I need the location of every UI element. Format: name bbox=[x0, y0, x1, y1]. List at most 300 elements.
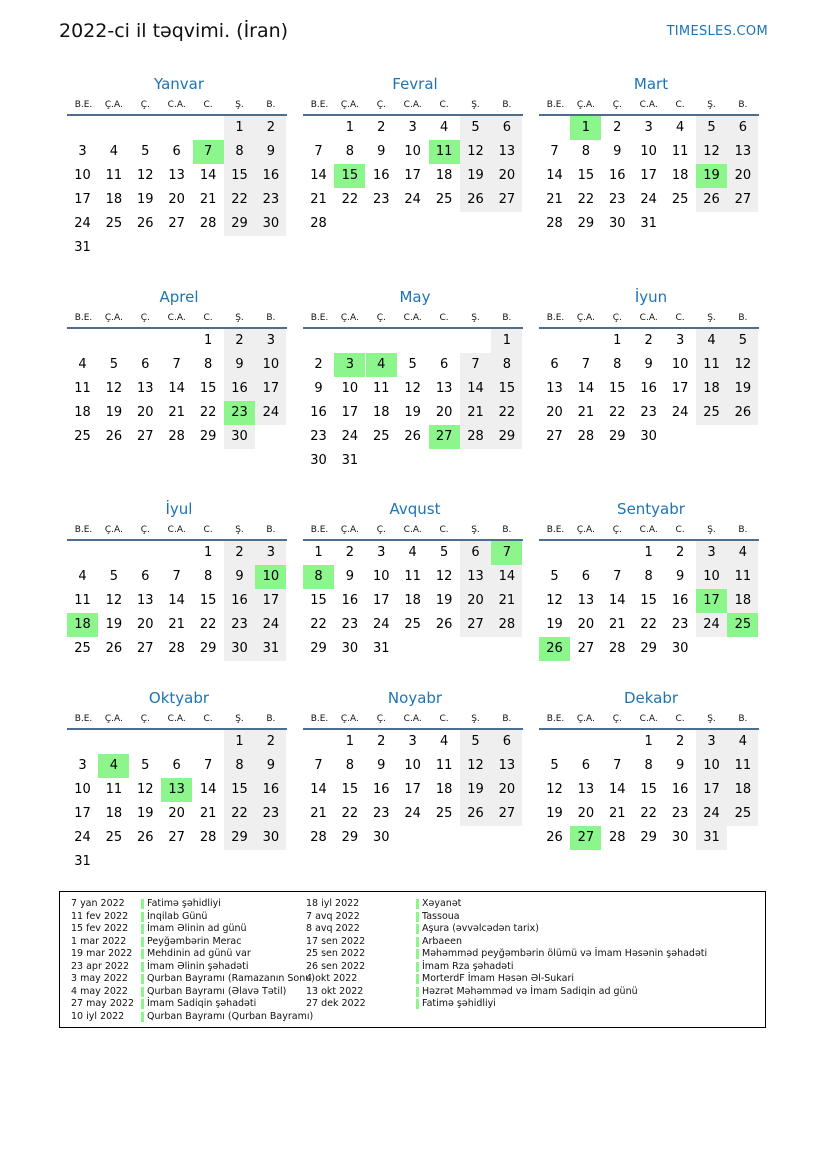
weekday-label: B. bbox=[266, 313, 276, 323]
day-cell: 10 bbox=[404, 758, 421, 773]
legend-holiday-name: Tassoua bbox=[416, 911, 460, 924]
weekday-label: Ç.A. bbox=[104, 313, 123, 323]
weekday-label: Ş. bbox=[471, 100, 480, 110]
holiday-day-cell: 4 bbox=[366, 353, 397, 377]
holiday-day-cell: 19 bbox=[696, 164, 727, 188]
weekday-header bbox=[539, 522, 763, 538]
day-cell: 29 bbox=[341, 830, 359, 845]
day-cell: 9 bbox=[675, 758, 685, 773]
day-cell: 13 bbox=[491, 754, 522, 778]
weekday-label: B.E. bbox=[310, 714, 329, 724]
day-cell: 25 bbox=[727, 802, 758, 826]
month-name: Noyabr bbox=[387, 689, 443, 707]
weekday-header bbox=[67, 522, 291, 538]
holiday-day-cell: 8 bbox=[303, 565, 334, 589]
weekday-label: C.A. bbox=[167, 525, 186, 535]
weekday-label: Ç.A. bbox=[576, 714, 595, 724]
holiday-day-cell: 26 bbox=[539, 637, 570, 661]
day-cell: 28 bbox=[310, 830, 327, 845]
day-cell: 8 bbox=[224, 754, 255, 778]
day-cell: 21 bbox=[609, 617, 626, 632]
day-cell: 13 bbox=[460, 565, 491, 589]
day-cell: 2 bbox=[377, 120, 386, 135]
day-cell: 3 bbox=[675, 333, 685, 348]
day-cell: 18 bbox=[696, 377, 727, 401]
weekday-label: Ç.A. bbox=[576, 525, 595, 535]
weekday-label: Ç.A. bbox=[340, 313, 359, 323]
day-cell: 22 bbox=[640, 617, 657, 632]
day-cell: 13 bbox=[546, 381, 563, 396]
day-cell: 15 bbox=[609, 381, 626, 396]
day-cell: 9 bbox=[255, 754, 286, 778]
day-cell: 22 bbox=[310, 617, 327, 632]
day-cell: 22 bbox=[640, 806, 657, 821]
day-cell: 9 bbox=[377, 144, 386, 159]
day-cell: 7 bbox=[203, 758, 213, 773]
day-cell: 28 bbox=[577, 429, 595, 444]
legend-date: 7 avq 2022 bbox=[306, 910, 360, 922]
day-cell: 15 bbox=[491, 377, 522, 401]
weekday-label: C.A. bbox=[639, 525, 658, 535]
day-cell: 8 bbox=[203, 569, 213, 584]
day-cell: 13 bbox=[577, 593, 595, 608]
weekday-label: Ç. bbox=[612, 100, 622, 110]
day-cell: 9 bbox=[644, 357, 653, 372]
day-cell: 23 bbox=[255, 802, 286, 826]
weekday-label: C. bbox=[203, 100, 213, 110]
day-cell: 8 bbox=[203, 357, 213, 372]
month-name: İyul bbox=[165, 500, 193, 518]
day-cell: 24 bbox=[640, 192, 657, 207]
day-cell: 3 bbox=[408, 734, 417, 749]
day-cell: 1 bbox=[314, 545, 323, 560]
day-cell: 2 bbox=[224, 329, 255, 353]
day-cell: 28 bbox=[168, 641, 185, 656]
weekday-label: B. bbox=[502, 714, 512, 724]
day-cell: 18 bbox=[435, 782, 453, 797]
month-name: Mart bbox=[633, 75, 669, 93]
weekday-label: B. bbox=[266, 100, 276, 110]
day-cell: 17 bbox=[404, 782, 421, 797]
day-cell: 11 bbox=[435, 758, 453, 773]
day-cell: 19 bbox=[435, 593, 453, 608]
day-cell: 12 bbox=[137, 168, 154, 183]
day-cell: 20 bbox=[491, 164, 522, 188]
day-cell: 28 bbox=[609, 830, 626, 845]
day-cell: 26 bbox=[727, 401, 758, 425]
day-cell: 17 bbox=[671, 381, 689, 396]
day-cell: 23 bbox=[671, 806, 689, 821]
weekday-label: Ç.A. bbox=[576, 313, 595, 323]
legend-holiday-name: İmam Əlinin ad günü bbox=[141, 923, 247, 936]
day-cell: 3 bbox=[255, 541, 286, 565]
day-cell: 16 bbox=[310, 405, 327, 420]
day-cell: 30 bbox=[373, 830, 390, 845]
legend-date: 25 sen 2022 bbox=[306, 948, 366, 959]
weekday-label: C. bbox=[675, 100, 685, 110]
legend-date: 13 okt 2022 bbox=[306, 985, 364, 997]
day-cell: 5 bbox=[109, 357, 119, 372]
legend-holiday-name: MorterdF İmam Həsən Əl-Sukari bbox=[416, 973, 574, 986]
day-cell: 4 bbox=[675, 120, 685, 135]
day-cell: 3 bbox=[255, 329, 286, 353]
legend-holiday-name: Peyğəmbərin Merac bbox=[141, 936, 241, 949]
day-cell: 4 bbox=[78, 569, 87, 584]
day-cell: 26 bbox=[460, 188, 491, 212]
month-name: Aprel bbox=[159, 288, 199, 306]
legend-holiday-name: Qurban Bayramı (Əlavə Tətil) bbox=[141, 986, 286, 999]
weekday-label: B.E. bbox=[546, 100, 565, 110]
day-cell: 29 bbox=[640, 641, 657, 656]
day-cell: 29 bbox=[640, 830, 657, 845]
day-cell: 6 bbox=[581, 569, 591, 584]
holiday-day-cell: 23 bbox=[224, 401, 255, 425]
day-cell: 17 bbox=[404, 168, 421, 183]
day-cell: 16 bbox=[341, 593, 359, 608]
weekday-label: Ç. bbox=[612, 714, 622, 724]
day-cell: 15 bbox=[577, 168, 595, 183]
day-cell: 24 bbox=[671, 405, 689, 420]
holiday-day-cell: 7 bbox=[193, 140, 224, 164]
day-cell: 19 bbox=[137, 806, 154, 821]
day-cell: 30 bbox=[609, 216, 626, 231]
day-cell: 7 bbox=[581, 357, 591, 372]
weekday-label: Ç. bbox=[612, 525, 622, 535]
day-cell: 25 bbox=[435, 806, 453, 821]
day-grid bbox=[67, 730, 291, 876]
day-cell: 15 bbox=[224, 778, 255, 802]
weekday-label: B.E. bbox=[74, 100, 93, 110]
weekday-label: B.E. bbox=[546, 313, 565, 323]
day-cell: 25 bbox=[74, 641, 91, 656]
weekday-label: Ş. bbox=[235, 525, 244, 535]
day-grid bbox=[539, 116, 763, 262]
day-cell: 28 bbox=[168, 429, 185, 444]
weekday-label: Ç.A. bbox=[104, 100, 123, 110]
day-cell: 5 bbox=[109, 569, 119, 584]
day-cell: 6 bbox=[172, 144, 181, 159]
day-cell: 10 bbox=[255, 353, 286, 377]
day-cell: 5 bbox=[550, 569, 559, 584]
day-cell: 31 bbox=[255, 637, 286, 661]
day-cell: 21 bbox=[460, 401, 491, 425]
holiday-day-cell: 3 bbox=[334, 353, 365, 377]
day-cell: 20 bbox=[546, 405, 563, 420]
day-cell: 6 bbox=[581, 758, 591, 773]
day-cell: 15 bbox=[199, 593, 217, 608]
legend-holiday-name: Arbaeen bbox=[416, 936, 462, 949]
day-cell: 27 bbox=[491, 802, 522, 826]
day-cell: 9 bbox=[613, 144, 622, 159]
day-cell: 11 bbox=[74, 381, 91, 396]
day-cell: 16 bbox=[224, 589, 255, 613]
day-cell: 20 bbox=[137, 617, 154, 632]
weekday-header bbox=[303, 522, 527, 538]
day-cell: 1 bbox=[613, 333, 622, 348]
day-cell: 29 bbox=[224, 212, 255, 236]
day-cell: 24 bbox=[404, 192, 421, 207]
day-cell: 5 bbox=[550, 758, 559, 773]
day-cell: 2 bbox=[644, 333, 653, 348]
day-cell: 12 bbox=[727, 353, 758, 377]
brand-link[interactable]: TIMESLES.COM bbox=[666, 24, 768, 39]
weekday-label: B. bbox=[502, 525, 512, 535]
day-cell: 7 bbox=[172, 357, 181, 372]
day-cell: 12 bbox=[105, 381, 123, 396]
day-cell: 28 bbox=[460, 425, 491, 449]
day-cell: 5 bbox=[696, 116, 727, 140]
day-cell: 18 bbox=[404, 593, 421, 608]
day-cell: 22 bbox=[199, 405, 217, 420]
weekday-label: Ş. bbox=[707, 714, 716, 724]
day-cell: 24 bbox=[696, 613, 727, 637]
day-cell: 26 bbox=[696, 188, 727, 212]
day-cell: 21 bbox=[168, 617, 185, 632]
day-cell: 23 bbox=[224, 613, 255, 637]
day-cell: 8 bbox=[644, 758, 653, 773]
day-cell: 21 bbox=[491, 589, 522, 613]
day-cell: 19 bbox=[137, 192, 154, 207]
day-cell: 9 bbox=[224, 353, 255, 377]
day-cell: 7 bbox=[550, 144, 559, 159]
day-cell: 3 bbox=[644, 120, 653, 135]
day-cell: 5 bbox=[460, 730, 491, 754]
weekday-label: Ç.A. bbox=[340, 714, 359, 724]
day-cell: 21 bbox=[199, 806, 217, 821]
day-cell: 27 bbox=[137, 429, 154, 444]
day-cell: 11 bbox=[727, 754, 758, 778]
legend-holiday-name: Mehdinin ad günü var bbox=[141, 948, 251, 961]
legend-date: 10 iyl 2022 bbox=[71, 1010, 125, 1022]
day-cell: 1 bbox=[203, 333, 213, 348]
day-cell: 20 bbox=[168, 806, 185, 821]
day-cell: 8 bbox=[613, 357, 622, 372]
legend-date: 18 iyl 2022 bbox=[306, 898, 360, 909]
day-cell: 1 bbox=[203, 545, 213, 560]
weekday-label: Ş. bbox=[471, 714, 480, 724]
weekday-label: C.A. bbox=[403, 714, 422, 724]
day-cell: 2 bbox=[613, 120, 622, 135]
day-cell: 14 bbox=[609, 593, 626, 608]
weekday-label: Ç. bbox=[140, 313, 150, 323]
day-cell: 4 bbox=[408, 545, 417, 560]
legend-holiday-name: Qurban Bayramı (Qurban Bayramı) bbox=[141, 1011, 313, 1024]
day-cell: 30 bbox=[671, 830, 689, 845]
holiday-day-cell: 4 bbox=[98, 754, 129, 778]
day-cell: 25 bbox=[696, 401, 727, 425]
day-cell: 2 bbox=[345, 545, 355, 560]
day-cell: 5 bbox=[727, 329, 758, 353]
day-cell: 14 bbox=[491, 565, 522, 589]
day-cell: 23 bbox=[255, 188, 286, 212]
month-name: Dekabr bbox=[623, 689, 679, 707]
day-cell: 12 bbox=[546, 782, 563, 797]
day-cell: 31 bbox=[74, 854, 91, 869]
day-cell: 26 bbox=[137, 830, 154, 845]
weekday-label: B.E. bbox=[310, 313, 329, 323]
day-cell: 27 bbox=[460, 613, 491, 637]
weekday-label: Ç. bbox=[140, 525, 150, 535]
day-cell: 22 bbox=[341, 192, 359, 207]
day-cell: 11 bbox=[727, 565, 758, 589]
day-cell: 8 bbox=[345, 758, 355, 773]
day-cell: 6 bbox=[141, 569, 150, 584]
weekday-header bbox=[303, 310, 527, 326]
weekday-label: Ş. bbox=[471, 525, 480, 535]
day-cell: 7 bbox=[172, 569, 181, 584]
day-cell: 14 bbox=[199, 782, 217, 797]
weekday-label: C. bbox=[675, 714, 685, 724]
page-title: 2022-ci il təqvimi. (İran) bbox=[59, 20, 289, 42]
day-cell: 30 bbox=[255, 826, 286, 850]
day-cell: 2 bbox=[224, 541, 255, 565]
legend-holiday-name: Fatimə şəhidliyi bbox=[141, 898, 221, 911]
day-cell: 16 bbox=[224, 377, 255, 401]
day-cell: 28 bbox=[310, 216, 327, 231]
day-cell: 24 bbox=[255, 401, 286, 425]
day-cell: 18 bbox=[105, 806, 123, 821]
day-cell: 24 bbox=[255, 613, 286, 637]
day-cell: 10 bbox=[671, 357, 689, 372]
weekday-label: B. bbox=[502, 313, 512, 323]
day-cell: 20 bbox=[577, 617, 595, 632]
legend-date: 19 mar 2022 bbox=[71, 948, 133, 959]
day-cell: 2 bbox=[255, 730, 286, 754]
weekday-label: Ç.A. bbox=[340, 525, 359, 535]
weekday-label: Ç.A. bbox=[104, 525, 123, 535]
weekday-label: C. bbox=[439, 525, 449, 535]
day-cell: 11 bbox=[74, 593, 91, 608]
weekday-label: B. bbox=[738, 714, 748, 724]
legend-holiday-name: Məhəmməd peyğəmbərin ölümü və İmam Həsənin şəhadəti bbox=[416, 948, 707, 961]
day-cell: 5 bbox=[141, 144, 150, 159]
day-cell: 24 bbox=[74, 830, 91, 845]
day-cell: 13 bbox=[137, 593, 154, 608]
day-cell: 17 bbox=[696, 778, 727, 802]
day-cell: 16 bbox=[671, 782, 689, 797]
day-cell: 24 bbox=[341, 429, 359, 444]
day-cell: 10 bbox=[373, 569, 390, 584]
day-cell: 3 bbox=[696, 730, 727, 754]
day-cell: 4 bbox=[727, 730, 758, 754]
day-cell: 4 bbox=[439, 120, 449, 135]
day-cell: 9 bbox=[314, 381, 323, 396]
day-cell: 30 bbox=[341, 641, 359, 656]
day-cell: 24 bbox=[696, 802, 727, 826]
holiday-day-cell: 15 bbox=[334, 164, 365, 188]
day-cell: 31 bbox=[696, 826, 727, 850]
day-cell: 31 bbox=[640, 216, 657, 231]
weekday-header bbox=[303, 97, 527, 113]
day-cell: 22 bbox=[491, 401, 522, 425]
day-cell: 8 bbox=[491, 353, 522, 377]
day-cell: 20 bbox=[491, 778, 522, 802]
legend-date: 4 may 2022 bbox=[71, 985, 128, 997]
day-cell: 27 bbox=[727, 188, 758, 212]
day-cell: 21 bbox=[199, 192, 217, 207]
day-cell: 6 bbox=[727, 116, 758, 140]
month-name: İyun bbox=[634, 288, 668, 306]
weekday-label: C.A. bbox=[639, 714, 658, 724]
day-cell: 1 bbox=[644, 545, 653, 560]
day-cell: 26 bbox=[435, 617, 453, 632]
day-cell: 9 bbox=[224, 565, 255, 589]
day-cell: 25 bbox=[404, 617, 421, 632]
day-cell: 29 bbox=[609, 429, 626, 444]
day-cell: 14 bbox=[310, 168, 327, 183]
day-cell: 22 bbox=[199, 617, 217, 632]
day-cell: 8 bbox=[345, 144, 355, 159]
legend-holiday-name: İnqilab Günü bbox=[141, 911, 207, 924]
day-cell: 28 bbox=[199, 830, 217, 845]
legend-holiday-name: Həzrət Məhəmməd və İmam Sadiqin ad günü bbox=[416, 986, 638, 999]
day-cell: 5 bbox=[460, 116, 491, 140]
day-cell: 21 bbox=[609, 806, 626, 821]
day-cell: 18 bbox=[74, 405, 91, 420]
day-cell: 6 bbox=[491, 730, 522, 754]
weekday-label: Ş. bbox=[235, 714, 244, 724]
day-cell: 1 bbox=[345, 120, 355, 135]
day-cell: 16 bbox=[255, 164, 286, 188]
day-cell: 17 bbox=[74, 192, 91, 207]
day-cell: 12 bbox=[696, 140, 727, 164]
weekday-label: B. bbox=[266, 525, 276, 535]
day-cell: 26 bbox=[137, 216, 154, 231]
day-cell: 31 bbox=[341, 453, 359, 468]
day-cell: 17 bbox=[255, 377, 286, 401]
weekday-label: Ş. bbox=[707, 525, 716, 535]
day-cell: 12 bbox=[460, 140, 491, 164]
day-grid bbox=[539, 329, 763, 475]
day-cell: 11 bbox=[105, 782, 123, 797]
day-cell: 20 bbox=[137, 405, 154, 420]
day-cell: 29 bbox=[491, 425, 522, 449]
day-cell: 6 bbox=[491, 116, 522, 140]
legend-date: 1 mar 2022 bbox=[71, 935, 127, 947]
day-cell: 11 bbox=[696, 353, 727, 377]
legend-holiday-name: İmam Rza şəhadəti bbox=[416, 961, 513, 974]
day-cell: 28 bbox=[546, 216, 563, 231]
weekday-label: Ç.A. bbox=[340, 100, 359, 110]
day-cell: 25 bbox=[105, 830, 123, 845]
day-cell: 26 bbox=[460, 802, 491, 826]
day-cell: 27 bbox=[491, 188, 522, 212]
day-cell: 4 bbox=[439, 734, 449, 749]
day-cell: 21 bbox=[310, 806, 327, 821]
day-cell: 7 bbox=[613, 569, 622, 584]
weekday-label: Ç. bbox=[376, 714, 386, 724]
weekday-label: C.A. bbox=[639, 313, 658, 323]
day-cell: 19 bbox=[105, 405, 123, 420]
day-cell: 7 bbox=[613, 758, 622, 773]
day-cell: 31 bbox=[373, 641, 390, 656]
weekday-header bbox=[539, 711, 763, 727]
day-cell: 11 bbox=[404, 569, 421, 584]
day-cell: 19 bbox=[460, 164, 491, 188]
day-cell: 31 bbox=[74, 240, 91, 255]
day-cell: 1 bbox=[224, 116, 255, 140]
weekday-label: Ç. bbox=[140, 100, 150, 110]
legend-date: 27 may 2022 bbox=[71, 998, 135, 1009]
day-cell: 11 bbox=[373, 381, 390, 396]
weekday-label: Ş. bbox=[707, 313, 716, 323]
day-cell: 23 bbox=[373, 192, 390, 207]
day-cell: 10 bbox=[640, 144, 657, 159]
day-cell: 14 bbox=[609, 782, 626, 797]
day-cell: 22 bbox=[224, 802, 255, 826]
day-cell: 5 bbox=[439, 545, 449, 560]
month-name: Avqust bbox=[389, 500, 441, 518]
